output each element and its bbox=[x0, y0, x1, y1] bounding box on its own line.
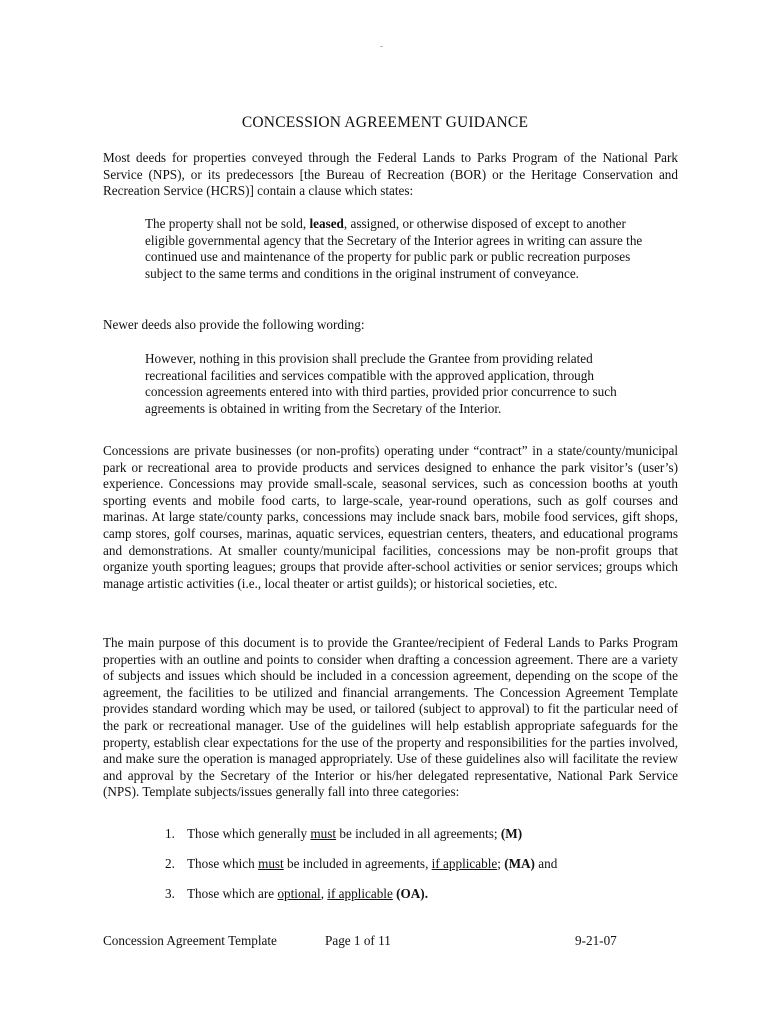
list-code: (MA) bbox=[500, 856, 535, 871]
footer-left: Concession Agreement Template bbox=[103, 933, 277, 948]
list-underlined: must bbox=[258, 856, 284, 871]
list-text: be included in agreements, bbox=[283, 856, 432, 871]
newer-deed-clause-quote: However, nothing in this provision shall preclude the Grantee from providing related recreational facilities and services compatible with the approved application, through concession agreements entered into with third parties, provided prior concurrence to such agreements is obtained in writing from the Secretary of the Interior. bbox=[145, 351, 617, 416]
list-item bbox=[165, 856, 685, 873]
concessions-paragraph: Concessions are private businesses (or non-profits) operating under “contract” in a state/county/municipal park or recreational area to provide products and services designed to enhance the park visitor’s (user’s) experience. Concessions may provide small-scale, seasonal services, such as concession booths at youth sporting events and mobile food carts, to large-scale, year-round operations, such as golf courses and marinas. At large state/county parks, concessions may include snack bars, mobile food services, gift shops, camp stores, golf courses, marinas, aquatic services, equestrian centers, theaters, and educational programs and demonstrations. At smaller county/municipal facilities, concessions may be non-profit groups that organize youth sporting leagues; groups that provide after-school activities or senior services; groups which manage artistic activities (i.e., local theater or artist guilds); or historical societies, etc. bbox=[103, 443, 678, 591]
list-number: 2. bbox=[165, 856, 175, 871]
quote1-bold: leased bbox=[309, 216, 344, 231]
list-underlined: optional bbox=[277, 886, 321, 901]
footer-page-number: Page 1 of 11 bbox=[325, 933, 391, 948]
footer-date: 9-21-07 bbox=[575, 933, 617, 948]
deed-clause-quote bbox=[145, 216, 645, 282]
scan-speck bbox=[380, 46, 383, 47]
list-text: Those which are bbox=[187, 886, 278, 901]
list-number: 3. bbox=[165, 886, 175, 901]
list-text: and bbox=[534, 856, 558, 871]
list-text: ; bbox=[497, 856, 501, 871]
list-underlined: if applicable bbox=[431, 856, 498, 871]
list-code: (M) bbox=[500, 826, 523, 841]
list-text: , bbox=[320, 886, 328, 901]
list-item bbox=[165, 826, 685, 843]
list-text: Those which bbox=[187, 856, 259, 871]
quote1-after: , assigned, or otherwise disposed of except to another eligible governmental agency that the Secretary of the Interior agrees in writing can assure the continued use and maintenance of the property for public park or public recreation purposes subject to the same terms and conditions in the original instrument of conveyance. bbox=[145, 216, 643, 281]
list-text: be included in all agreements; bbox=[336, 826, 501, 841]
quote1-before: The property shall not be sold, bbox=[145, 216, 310, 231]
intro-paragraph: Most deeds for properties conveyed through the Federal Lands to Parks Program of the National Park Service (NPS), or its predecessors [the Bureau of Recreation (BOR) or the Heritage Conservation and Recreation Service (HCRS)] contain a clause which states: bbox=[103, 150, 678, 199]
list-code: (OA). bbox=[392, 886, 428, 901]
purpose-paragraph: The main purpose of this document is to provide the Grantee/recipient of Federal Lands to Parks Program properties with an outline and points to consider when drafting a concession agreement. There are a variety of subjects and issues which should be included in a concession agreement, depending on the scope of the agreement, the facilities to be utilized and financial arrangements. The Concession Agreement Template provides standard wording which may be used, or tailored (subject to approval) to fit the particular need of the park or recreational manager. Use of the guidelines will help establish appropriate safeguards for the property, establish clear expectations for the use of the property and responsibilities for the parties involved, and make sure the operation is managed appropriately. Use of these guidelines also will facilitate the review and approval by the Secretary of the Interior or his/her delegated representative, National Park Service (NPS). Template subjects/issues generally fall into three categories: bbox=[103, 635, 678, 800]
page-title: CONCESSION AGREEMENT GUIDANCE bbox=[241, 114, 529, 131]
list-text: Those which generally bbox=[187, 826, 311, 841]
list-number: 1. bbox=[165, 826, 175, 841]
list-item bbox=[165, 886, 685, 903]
newer-deeds-paragraph: Newer deeds also provide the following wording: bbox=[103, 317, 365, 332]
list-underlined: must bbox=[310, 826, 337, 841]
list-underlined: if applicable bbox=[327, 886, 393, 901]
